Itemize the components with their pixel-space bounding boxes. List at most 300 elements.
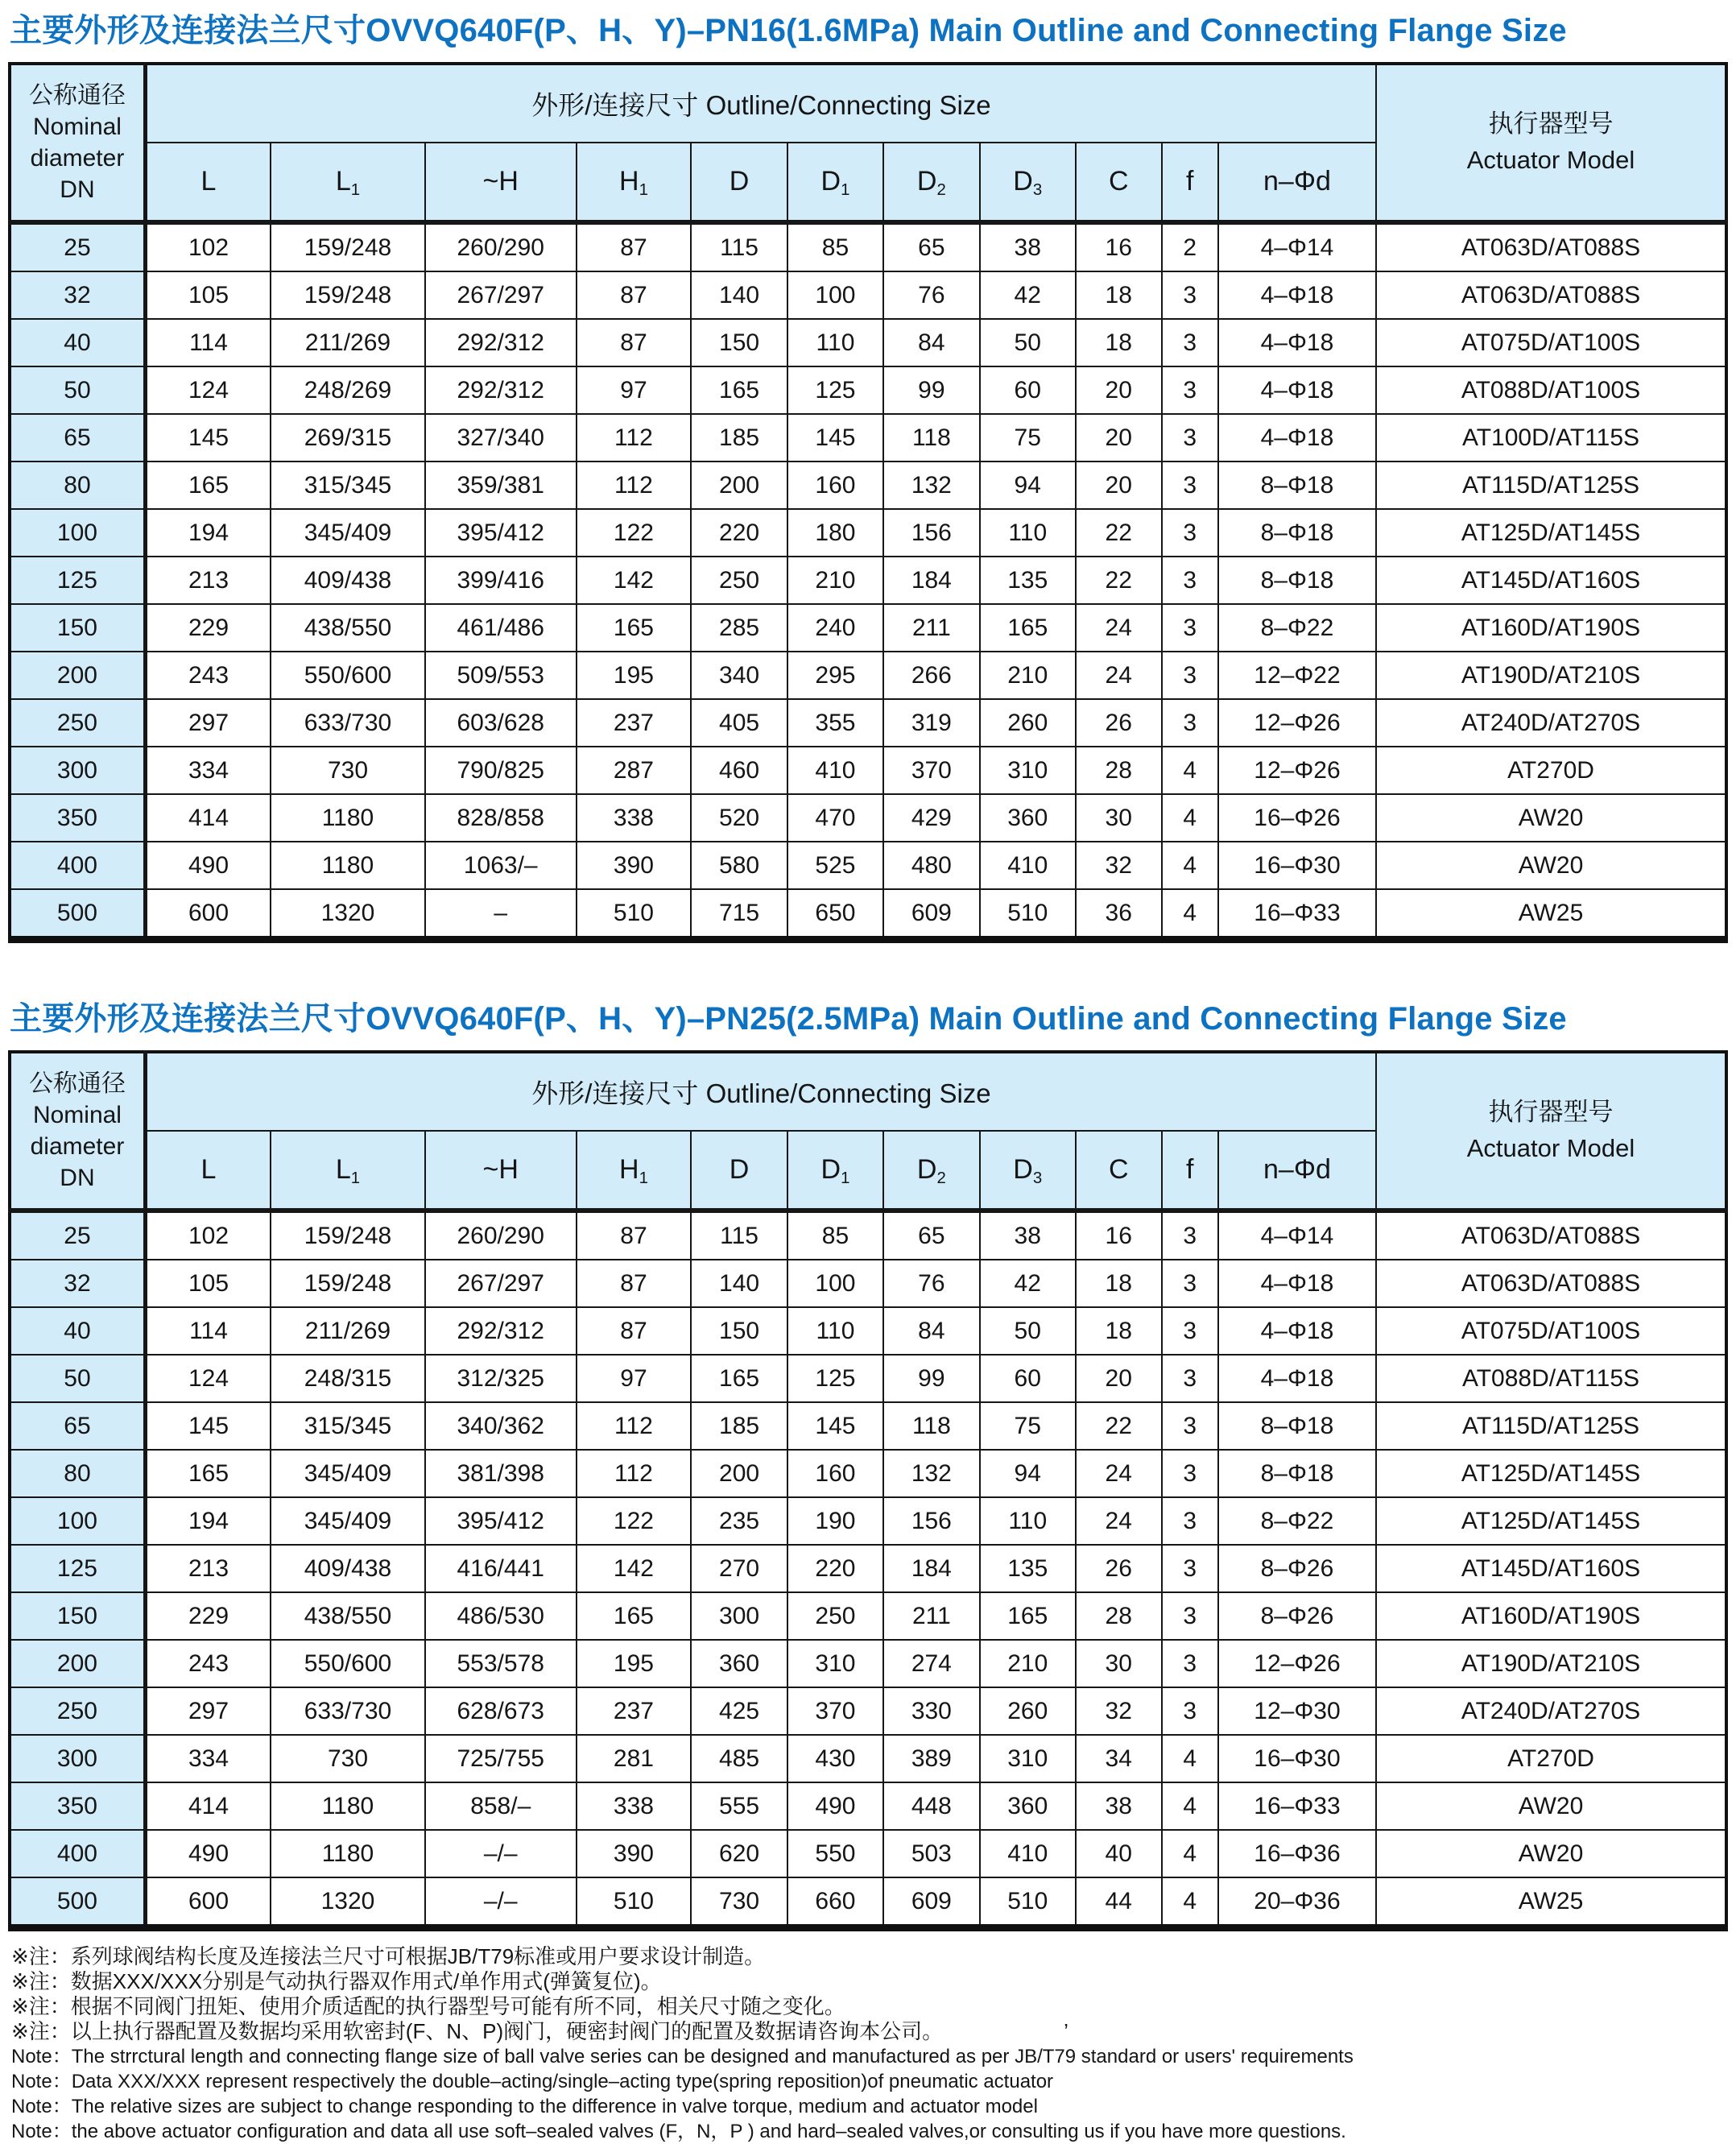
cell: 38 <box>1076 1782 1162 1830</box>
cell: 310 <box>787 1640 883 1687</box>
note-en: Note：Data XXX/XXX represent respectively the double–acting/single–acting type(spring reposition)of pneumatic actuator <box>11 2071 1054 2092</box>
col-header-L: L <box>145 143 271 222</box>
cell: 315/345 <box>271 1402 425 1450</box>
cell: 8–Φ22 <box>1218 1497 1376 1545</box>
cell: 165 <box>691 366 787 414</box>
col-header-f: f <box>1162 1131 1218 1211</box>
cell: 390 <box>577 1830 692 1877</box>
cell: 250 <box>691 557 787 604</box>
cell: 334 <box>145 1735 271 1782</box>
table-row <box>10 1687 1726 1735</box>
cell-dn: 400 <box>10 1830 145 1877</box>
cell: 790/825 <box>425 747 577 794</box>
table-row <box>10 652 1726 699</box>
cell: 3 <box>1162 509 1218 557</box>
cell-actuator: AT100D/AT115S <box>1376 414 1726 461</box>
cell-dn: 100 <box>10 509 145 557</box>
cell: 390 <box>577 842 692 889</box>
cell: 220 <box>691 509 787 557</box>
cell: 660 <box>787 1877 883 1928</box>
cell: 8–Φ18 <box>1218 1402 1376 1450</box>
table-body <box>10 222 1726 940</box>
cell: 38 <box>980 222 1076 271</box>
cell: 65 <box>883 1211 979 1260</box>
cell: 555 <box>691 1782 787 1830</box>
cell: 553/578 <box>425 1640 577 1687</box>
cell: 85 <box>787 1211 883 1260</box>
cell: 370 <box>883 747 979 794</box>
table-row <box>10 509 1726 557</box>
pn25-section <box>8 993 1728 1931</box>
cell: 243 <box>145 1640 271 1687</box>
cell: 409/438 <box>271 557 425 604</box>
cell-actuator: AT115D/AT125S <box>1376 461 1726 509</box>
cell: 345/409 <box>271 1450 425 1497</box>
cell: 220 <box>787 1545 883 1592</box>
header-row-group <box>10 1052 1726 1131</box>
cell: 18 <box>1076 1307 1162 1355</box>
cell: 395/412 <box>425 1497 577 1545</box>
cell: 2 <box>1162 222 1218 271</box>
col-header-D3: $D_3$ <box>980 1131 1076 1211</box>
cell-actuator: AT240D/AT270S <box>1376 1687 1726 1735</box>
cell: 243 <box>145 652 271 699</box>
cell: 297 <box>145 1687 271 1735</box>
cell: 28 <box>1076 747 1162 794</box>
cell: 112 <box>577 1402 692 1450</box>
cell-dn: 500 <box>10 1877 145 1928</box>
cell: –/– <box>425 1830 577 1877</box>
cell: 603/628 <box>425 699 577 747</box>
cell: 114 <box>145 319 271 366</box>
cell: 266 <box>883 652 979 699</box>
table-row <box>10 1450 1726 1497</box>
cell-dn: 350 <box>10 1782 145 1830</box>
table-row <box>10 747 1726 794</box>
cell: 185 <box>691 414 787 461</box>
cell: 580 <box>691 842 787 889</box>
cell: 18 <box>1076 319 1162 366</box>
cell: 345/409 <box>271 1497 425 1545</box>
note-zh: ※注：系列球阀结构长度及连接法兰尺寸可根据JB/T79标准或用户要求设计制造。 <box>11 1944 766 1968</box>
cell: 32 <box>1076 842 1162 889</box>
cell: 12–Φ26 <box>1218 699 1376 747</box>
cell: 50 <box>980 319 1076 366</box>
cell: 510 <box>577 889 692 940</box>
cell: 3 <box>1162 1592 1218 1640</box>
table-row <box>10 461 1726 509</box>
cell: 30 <box>1076 794 1162 842</box>
table-row <box>10 842 1726 889</box>
cell-actuator: AT160D/AT190S <box>1376 1592 1726 1640</box>
cell: 160 <box>787 461 883 509</box>
cell: 99 <box>883 1355 979 1402</box>
cell: 260/290 <box>425 222 577 271</box>
cell: 22 <box>1076 557 1162 604</box>
table-row <box>10 1402 1726 1450</box>
cell: 125 <box>787 366 883 414</box>
cell: 84 <box>883 1307 979 1355</box>
cell-dn: 40 <box>10 319 145 366</box>
cell: 650 <box>787 889 883 940</box>
cell: 360 <box>980 794 1076 842</box>
cell: 87 <box>577 222 692 271</box>
cell: 32 <box>1076 1687 1162 1735</box>
cell: 503 <box>883 1830 979 1877</box>
cell: 510 <box>980 889 1076 940</box>
note-en: Note：The relative sizes are subject to change responding to the difference in valve torque, medium and actuator model <box>11 2096 1038 2117</box>
col-header-C: C <box>1076 1131 1162 1211</box>
cell-dn: 80 <box>10 1450 145 1497</box>
cell: 3 <box>1162 1450 1218 1497</box>
cell: 118 <box>883 1402 979 1450</box>
cell: 156 <box>883 509 979 557</box>
cell: 24 <box>1076 652 1162 699</box>
cell: 3 <box>1162 1545 1218 1592</box>
cell: 4–Φ18 <box>1218 414 1376 461</box>
cell-actuator: AT145D/AT160S <box>1376 557 1726 604</box>
cell: 360 <box>980 1782 1076 1830</box>
cell: 12–Φ26 <box>1218 1640 1376 1687</box>
cell: 20 <box>1076 414 1162 461</box>
cell: 485 <box>691 1735 787 1782</box>
cell-actuator: AT125D/AT145S <box>1376 1497 1726 1545</box>
cell: 4–Φ14 <box>1218 222 1376 271</box>
table-row <box>10 1830 1726 1877</box>
cell: 8–Φ26 <box>1218 1592 1376 1640</box>
cell: 4–Φ18 <box>1218 366 1376 414</box>
cell: 159/248 <box>271 1211 425 1260</box>
cell: 145 <box>787 414 883 461</box>
cell: 100 <box>787 1260 883 1307</box>
cell: 330 <box>883 1687 979 1735</box>
note-zh: ※注：根据不同阀门扭矩、使用介质适配的执行器型号可能有所不同，相关尺寸随之变化。 <box>11 1994 845 2018</box>
cell-actuator: AW20 <box>1376 1830 1726 1877</box>
cell: 340 <box>691 652 787 699</box>
cell-dn: 32 <box>10 271 145 319</box>
cell: 97 <box>577 366 692 414</box>
col-header-L1: $L_1$ <box>271 1131 425 1211</box>
cell: 490 <box>787 1782 883 1830</box>
pn16-dimension-table <box>8 62 1728 943</box>
table-header <box>10 1052 1726 1211</box>
col-header-H: ~H <box>425 143 577 222</box>
cell: 3 <box>1162 271 1218 319</box>
cell: 20 <box>1076 366 1162 414</box>
cell: 85 <box>787 222 883 271</box>
cell: 1063/– <box>425 842 577 889</box>
cell: 4–Φ14 <box>1218 1211 1376 1260</box>
cell: 510 <box>980 1877 1076 1928</box>
cell: 3 <box>1162 1402 1218 1450</box>
cell-actuator: AW25 <box>1376 1877 1726 1928</box>
cell: 237 <box>577 1687 692 1735</box>
cell: 414 <box>145 1782 271 1830</box>
cell: 8–Φ18 <box>1218 509 1376 557</box>
table-row <box>10 699 1726 747</box>
col-header-D3: $D_3$ <box>980 143 1076 222</box>
cell: 4 <box>1162 747 1218 794</box>
cell: 18 <box>1076 271 1162 319</box>
cell: 338 <box>577 794 692 842</box>
cell: 405 <box>691 699 787 747</box>
cell-dn: 150 <box>10 604 145 652</box>
cell: 87 <box>577 1260 692 1307</box>
cell: 24 <box>1076 1450 1162 1497</box>
cell-dn: 500 <box>10 889 145 940</box>
cell: 110 <box>787 319 883 366</box>
cell: 211/269 <box>271 319 425 366</box>
cell: 145 <box>787 1402 883 1450</box>
cell: 1320 <box>271 889 425 940</box>
cell: 112 <box>577 414 692 461</box>
cell-dn: 25 <box>10 1211 145 1260</box>
cell: 370 <box>787 1687 883 1735</box>
cell-actuator: AT190D/AT210S <box>1376 1640 1726 1687</box>
stray-mark: ’ <box>1064 2019 1068 2043</box>
cell: 87 <box>577 271 692 319</box>
cell-dn: 200 <box>10 652 145 699</box>
cell: 75 <box>980 1402 1076 1450</box>
cell: 4 <box>1162 1735 1218 1782</box>
header-nominal-diameter: 公称通径 Nominal diameter DN <box>10 64 145 222</box>
cell: 16–Φ30 <box>1218 842 1376 889</box>
cell: 200 <box>691 461 787 509</box>
cell: 274 <box>883 1640 979 1687</box>
cell: 520 <box>691 794 787 842</box>
cell: 102 <box>145 1211 271 1260</box>
cell: 135 <box>980 557 1076 604</box>
cell: 3 <box>1162 461 1218 509</box>
cell: 97 <box>577 1355 692 1402</box>
cell: 160 <box>787 1450 883 1497</box>
footnotes <box>11 1944 1728 2144</box>
cell: 633/730 <box>271 699 425 747</box>
cell: 76 <box>883 271 979 319</box>
cell: 165 <box>145 1450 271 1497</box>
cell: 461/486 <box>425 604 577 652</box>
table-row <box>10 1260 1726 1307</box>
note-zh: ※注：以上执行器配置及数据均采用软密封(F、N、P)阀门，硬密封阀门的配置及数据请咨询本公司。 ’ <box>11 2019 1068 2043</box>
cell: 195 <box>577 652 692 699</box>
cell: 312/325 <box>425 1355 577 1402</box>
cell: 430 <box>787 1735 883 1782</box>
cell: 150 <box>691 319 787 366</box>
cell: 60 <box>980 1355 1076 1402</box>
cell: 102 <box>145 222 271 271</box>
cell-dn: 150 <box>10 1592 145 1640</box>
cell: 211 <box>883 604 979 652</box>
col-header-D2: $D_2$ <box>883 143 979 222</box>
cell-actuator: AT240D/AT270S <box>1376 699 1726 747</box>
cell: 229 <box>145 1592 271 1640</box>
cell: 3 <box>1162 414 1218 461</box>
cell: 140 <box>691 1260 787 1307</box>
cell: 633/730 <box>271 1687 425 1735</box>
cell: 26 <box>1076 699 1162 747</box>
cell: 4–Φ18 <box>1218 319 1376 366</box>
cell: 145 <box>145 1402 271 1450</box>
cell-actuator: AT160D/AT190S <box>1376 604 1726 652</box>
cell: 142 <box>577 1545 692 1592</box>
cell-dn: 65 <box>10 1402 145 1450</box>
cell-dn: 250 <box>10 1687 145 1735</box>
cell: 16–Φ36 <box>1218 1830 1376 1877</box>
cell: 159/248 <box>271 1260 425 1307</box>
cell: 118 <box>883 414 979 461</box>
cell: 30 <box>1076 1640 1162 1687</box>
cell: 237 <box>577 699 692 747</box>
cell-actuator: AT145D/AT160S <box>1376 1545 1726 1592</box>
cell: 12–Φ22 <box>1218 652 1376 699</box>
cell-actuator: AT063D/AT088S <box>1376 271 1726 319</box>
cell: 425 <box>691 1687 787 1735</box>
cell: 8–Φ18 <box>1218 461 1376 509</box>
table-row <box>10 1877 1726 1928</box>
cell: 75 <box>980 414 1076 461</box>
cell: 165 <box>577 604 692 652</box>
cell: – <box>425 889 577 940</box>
pn16-table-title: 主要外形及连接法兰尺寸OVVQ640F(P、H、Y)–PN16(1.6MPa) Main Outline and Connecting Flange Size <box>10 13 1567 48</box>
table-row <box>10 319 1726 366</box>
cell: 16 <box>1076 1211 1162 1260</box>
cell: 20 <box>1076 461 1162 509</box>
cell: 190 <box>787 1497 883 1545</box>
header-actuator-model: 执行器型号 Actuator Model <box>1376 1052 1726 1211</box>
cell: 34 <box>1076 1735 1162 1782</box>
cell: –/– <box>425 1877 577 1928</box>
cell: 725/755 <box>425 1735 577 1782</box>
cell: 395/412 <box>425 509 577 557</box>
cell: 250 <box>787 1592 883 1640</box>
cell: 16–Φ33 <box>1218 1782 1376 1830</box>
cell: 50 <box>980 1307 1076 1355</box>
cell-actuator: AW20 <box>1376 842 1726 889</box>
cell: 4 <box>1162 794 1218 842</box>
cell-dn: 65 <box>10 414 145 461</box>
cell: 310 <box>980 1735 1076 1782</box>
cell: 1180 <box>271 842 425 889</box>
cell: 292/312 <box>425 1307 577 1355</box>
cell-actuator: AT115D/AT125S <box>1376 1402 1726 1450</box>
cell-dn: 300 <box>10 747 145 794</box>
cell: 3 <box>1162 1260 1218 1307</box>
cell: 486/530 <box>425 1592 577 1640</box>
cell: 4 <box>1162 842 1218 889</box>
cell: 110 <box>980 509 1076 557</box>
cell: 60 <box>980 366 1076 414</box>
col-header-D1: $D_1$ <box>787 143 883 222</box>
cell-actuator: AT088D/AT115S <box>1376 1355 1726 1402</box>
cell: 438/550 <box>271 604 425 652</box>
cell-dn: 125 <box>10 557 145 604</box>
cell: 628/673 <box>425 1687 577 1735</box>
cell-actuator: AW20 <box>1376 1782 1726 1830</box>
cell: 359/381 <box>425 461 577 509</box>
cell: 438/550 <box>271 1592 425 1640</box>
col-header-D: D <box>691 143 787 222</box>
cell: 142 <box>577 557 692 604</box>
cell: 260 <box>980 699 1076 747</box>
cell-dn: 80 <box>10 461 145 509</box>
cell-dn: 32 <box>10 1260 145 1307</box>
cell: 292/312 <box>425 366 577 414</box>
cell: 340/362 <box>425 1402 577 1450</box>
cell: 20 <box>1076 1355 1162 1402</box>
cell: 235 <box>691 1497 787 1545</box>
cell: 124 <box>145 366 271 414</box>
cell: 210 <box>787 557 883 604</box>
note-en: Note：The strrctural length and connecting flange size of ball valve series can be designed and manufactured as per JB/T79 standard or users' requirements <box>11 2046 1354 2067</box>
cell-actuator: AT063D/AT088S <box>1376 1260 1726 1307</box>
table-row <box>10 1545 1726 1592</box>
col-header-f: f <box>1162 143 1218 222</box>
cell: 409/438 <box>271 1545 425 1592</box>
col-header-L1: $L_1$ <box>271 143 425 222</box>
cell: 609 <box>883 889 979 940</box>
cell: 87 <box>577 1307 692 1355</box>
col-header-D2: $D_2$ <box>883 1131 979 1211</box>
cell: 480 <box>883 842 979 889</box>
cell: 110 <box>787 1307 883 1355</box>
cell: 550 <box>787 1830 883 1877</box>
col-header-C: C <box>1076 143 1162 222</box>
cell-dn: 250 <box>10 699 145 747</box>
pn25-dimension-table <box>8 1050 1728 1931</box>
cell-dn: 50 <box>10 366 145 414</box>
cell: 410 <box>980 842 1076 889</box>
cell: 609 <box>883 1877 979 1928</box>
cell: 210 <box>980 652 1076 699</box>
cell: 267/297 <box>425 271 577 319</box>
cell: 115 <box>691 222 787 271</box>
col-header-D: D <box>691 1131 787 1211</box>
cell: 26 <box>1076 1545 1162 1592</box>
col-header-nd: n–Φd <box>1218 1131 1376 1211</box>
cell: 200 <box>691 1450 787 1497</box>
cell: 3 <box>1162 699 1218 747</box>
cell: 8–Φ18 <box>1218 557 1376 604</box>
cell-actuator: AT075D/AT100S <box>1376 1307 1726 1355</box>
cell: 195 <box>577 1640 692 1687</box>
cell: 229 <box>145 604 271 652</box>
cell: 295 <box>787 652 883 699</box>
cell: 4 <box>1162 1830 1218 1877</box>
cell: 297 <box>145 699 271 747</box>
cell: 211/269 <box>271 1307 425 1355</box>
col-header-nd: n–Φd <box>1218 143 1376 222</box>
cell: 22 <box>1076 509 1162 557</box>
cell: 165 <box>980 1592 1076 1640</box>
cell: 112 <box>577 461 692 509</box>
cell: 1180 <box>271 1782 425 1830</box>
cell: 4–Φ18 <box>1218 271 1376 319</box>
cell-actuator: AT063D/AT088S <box>1376 222 1726 271</box>
note-zh: ※注：数据XXX/XXX分别是气动执行器双作用式/单作用式(弹簧复位)。 <box>11 1969 662 1993</box>
cell: 334 <box>145 747 271 794</box>
cell: 360 <box>691 1640 787 1687</box>
cell: 24 <box>1076 1497 1162 1545</box>
cell: 20–Φ36 <box>1218 1877 1376 1928</box>
cell: 448 <box>883 1782 979 1830</box>
cell: 122 <box>577 509 692 557</box>
cell: 260 <box>980 1687 1076 1735</box>
cell: 490 <box>145 1830 271 1877</box>
cell: 94 <box>980 1450 1076 1497</box>
col-header-L: L <box>145 1131 271 1211</box>
cell: 3 <box>1162 604 1218 652</box>
cell: 600 <box>145 1877 271 1928</box>
